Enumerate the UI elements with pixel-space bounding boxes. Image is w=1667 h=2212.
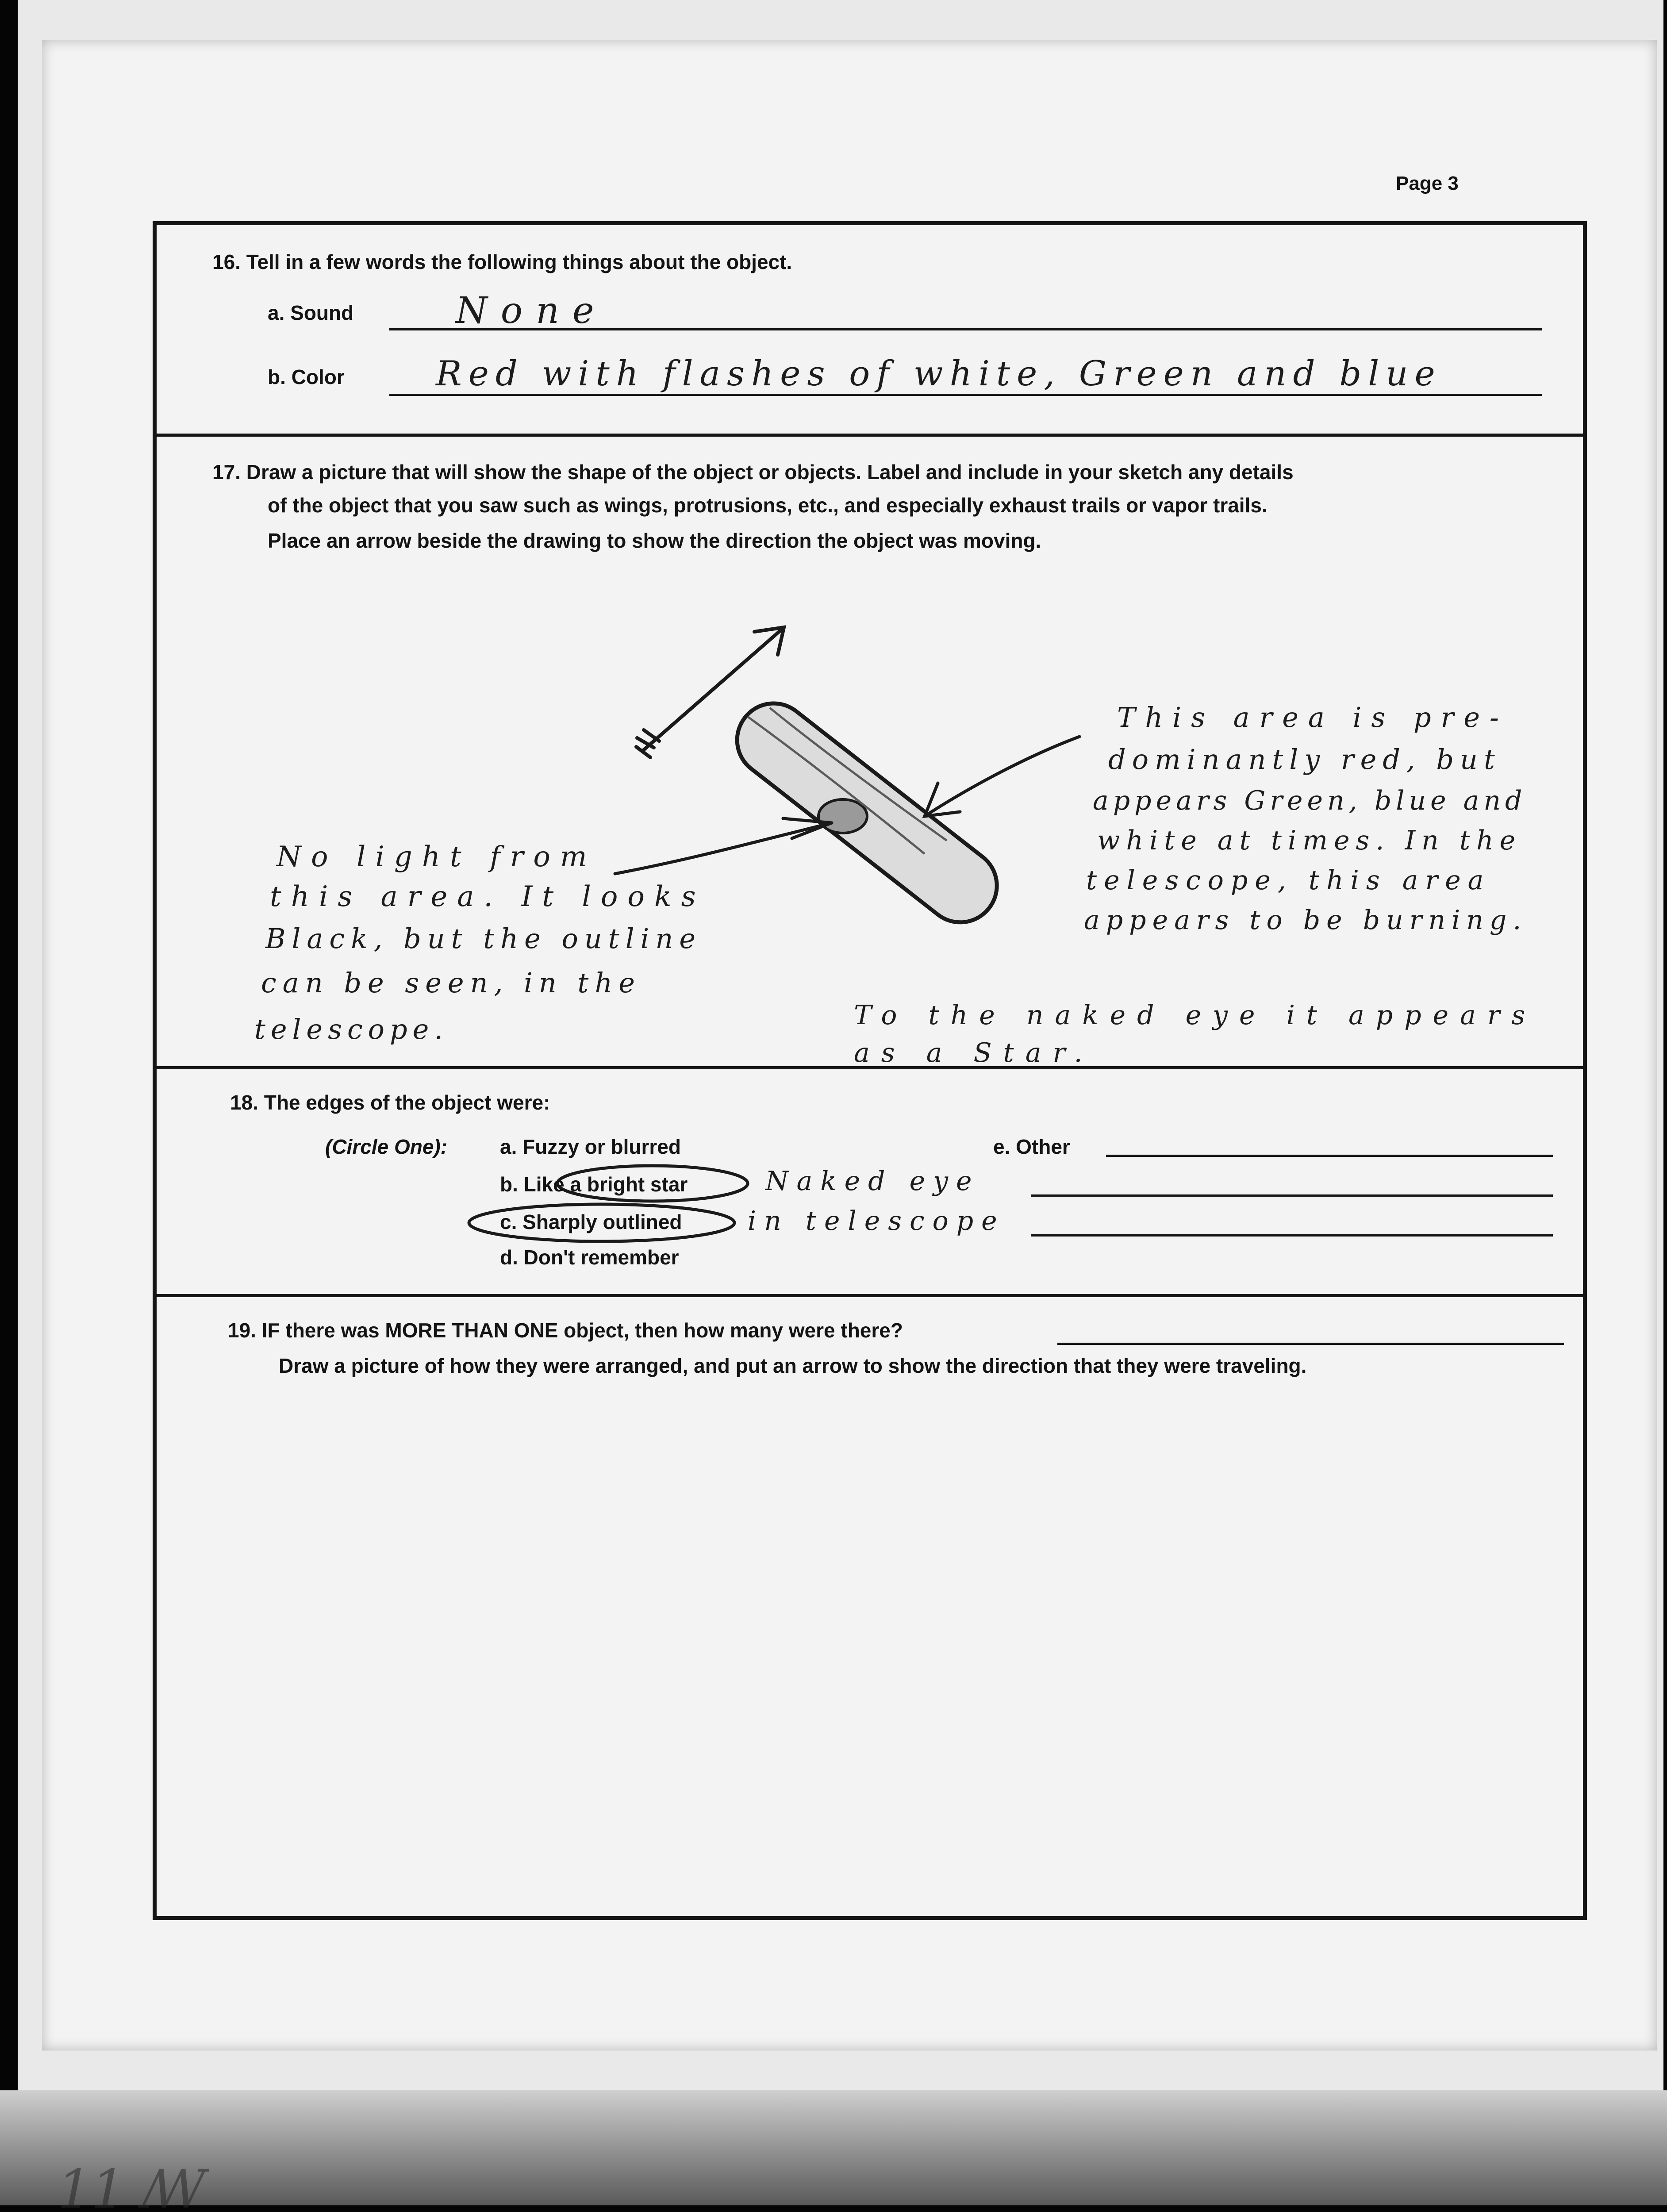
separator-16-17 xyxy=(153,434,1587,437)
q16-color-line xyxy=(389,394,1542,396)
note-right-line6: appears to be burning. xyxy=(1084,905,1528,936)
q18-circle-one: (Circle One): xyxy=(325,1135,448,1158)
q16-sound-label: a. Sound xyxy=(268,301,354,324)
q17-line3: Place an arrow beside the drawing to show the direction the object was moving. xyxy=(268,529,1041,552)
q19-count-line xyxy=(1057,1343,1564,1345)
note-left-line3: Black, but the outline xyxy=(265,922,702,955)
q19-line2: Draw a picture of how they were arranged, and put an arrow to show the direction that they were traveling. xyxy=(279,1354,1307,1377)
note-bottom-line2: as a Star. xyxy=(854,1037,1094,1068)
q17-line1: 17. Draw a picture that will show the shape of the object or objects. Label and include in your sketch any details xyxy=(212,461,1294,484)
note-right-line3: appears Green, blue and xyxy=(1093,785,1527,816)
q16-sound-answer: None xyxy=(456,290,607,332)
note-bottom-line1: To the naked eye it appears xyxy=(854,1000,1537,1031)
scan-lower-edge xyxy=(0,2090,1667,2205)
separator-18-19 xyxy=(153,1294,1587,1297)
note-right-line4: white at times. In the xyxy=(1097,825,1522,856)
note-left-line4: can be seen, in the xyxy=(261,967,641,999)
q18-option-b-note: Naked eye xyxy=(765,1166,980,1197)
q18-option-e: e. Other xyxy=(993,1135,1070,1158)
q18-option-c: c. Sharply outlined xyxy=(500,1210,682,1233)
margin-scribble: 11 ꟿ xyxy=(58,2159,206,2212)
q18-other-line1 xyxy=(1106,1155,1553,1157)
page-number: Page 3 xyxy=(1396,173,1459,194)
q18-heading: 18. The edges of the object were: xyxy=(230,1091,550,1114)
q18-option-b: b. Like a bright star xyxy=(500,1173,688,1196)
q17-line2: of the object that you saw such as wings, protrusions, etc., and especially exhaust trails or vapor trails. xyxy=(268,494,1268,517)
q16-color-label: b. Color xyxy=(268,365,345,388)
q19-line1: 19. IF there was MORE THAN ONE object, then how many were there? xyxy=(228,1319,903,1342)
q16-heading: 16. Tell in a few words the following things about the object. xyxy=(212,250,792,273)
q18-other-line2 xyxy=(1031,1194,1553,1197)
q16-color-answer: Red with flashes of white, Green and blue xyxy=(436,354,1442,394)
note-left-line2: this area. It looks xyxy=(270,880,706,913)
note-right-line5: telescope, this area xyxy=(1086,865,1491,896)
q18-other-line3 xyxy=(1031,1234,1553,1237)
note-right-line2: dominantly red, but xyxy=(1108,743,1501,776)
q18-option-d: d. Don't remember xyxy=(500,1246,679,1269)
note-left-line1: No light from xyxy=(277,841,597,873)
note-right-line1: This area is pre- xyxy=(1117,701,1509,733)
note-left-line5: telescope. xyxy=(254,1013,449,1045)
q18-option-c-note: in telescope xyxy=(748,1206,1005,1237)
q18-option-a: a. Fuzzy or blurred xyxy=(500,1135,681,1158)
